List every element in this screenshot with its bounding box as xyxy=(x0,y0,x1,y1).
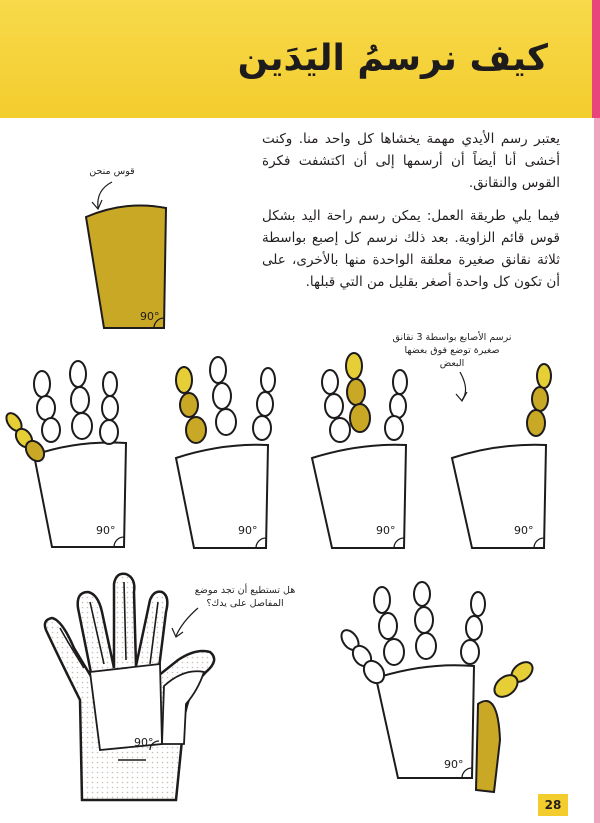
angle-label: 90° xyxy=(140,310,160,323)
fingers-label: نرسم الأصابع بواسطة 3 نقانق صغيرة توضع فوق بعضها البعض xyxy=(392,332,512,369)
method-paragraph: فيما يلي طريقة العمل: يمكن رسم راحة اليد بشكل قوس قائم الزاوية. بعد ذلك نرسم كل إصبع بواسطة ثلاثة نقانق صغيرة معلقة الواحدة منها بالأخرى، على أن تكون كل واحدة أصغر بقليل من التي قبلها. xyxy=(262,208,560,290)
angle-label: 90° xyxy=(96,524,116,537)
joints-question-label: هل تستطيع أن تجد موضع المفاصل على يدك؟ xyxy=(194,585,296,609)
angle-label: 90° xyxy=(514,524,534,537)
step-diagram-4 xyxy=(452,364,551,548)
arc-label: قوس منحن xyxy=(89,166,135,177)
angle-label: 90° xyxy=(238,524,258,537)
angle-label: 90° xyxy=(444,758,464,771)
angle-label: 90° xyxy=(134,736,154,749)
step-diagram-2 xyxy=(176,357,275,548)
realistic-hand-drawing xyxy=(45,574,214,800)
intro-paragraph: يعتبر رسم الأيدي مهمة يخشاها كل واحد منا. وكنت أخشى أنا أيضاً أن أرسمها إلى أن اكتشفت فكرة القوس والنقانق. xyxy=(262,131,560,191)
angle-label: 90° xyxy=(376,524,396,537)
step-diagram-3 xyxy=(312,353,407,548)
page-title: كيف نرسمُ اليَدَين xyxy=(237,38,548,79)
complete-hand-diagram xyxy=(338,582,536,792)
page-number: 28 xyxy=(538,794,568,816)
palm-arc-diagram xyxy=(86,205,166,328)
step-diagram-1 xyxy=(3,361,126,547)
